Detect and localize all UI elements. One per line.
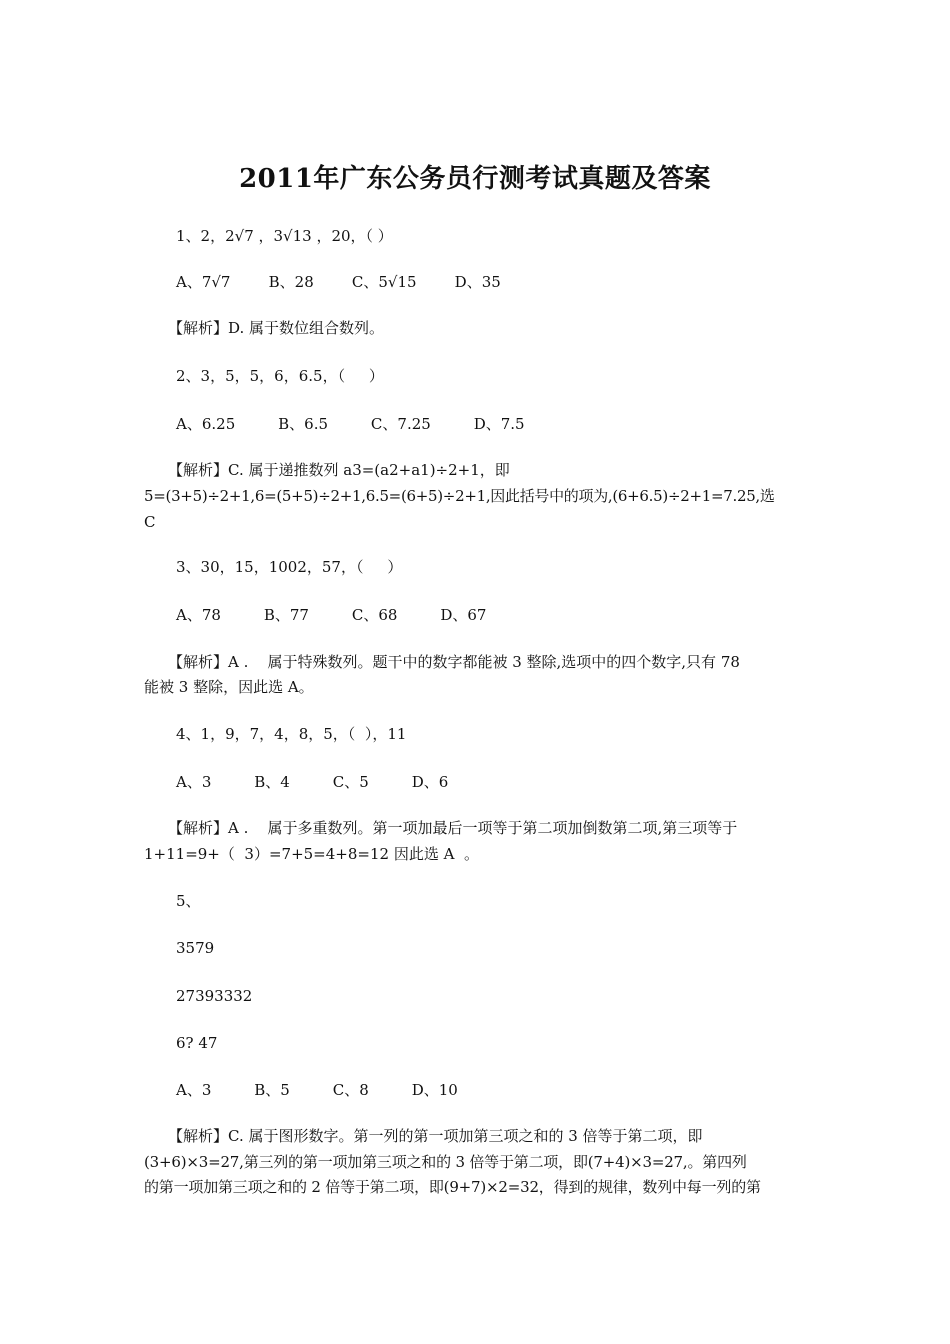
question-1-analysis: 【解析】D. 属于数位组合数列。 bbox=[168, 319, 385, 337]
question-2-options: A、6.25 B、6.5 C、7.25 D、7.5 bbox=[176, 415, 525, 433]
question-4-analysis-line-2: 1+11=9+（ 3）=7+5=4+8=12 因此选 A 。 bbox=[144, 845, 479, 863]
question-1-stem: 1、2，2√7 ，3√13 ，20，（ ） bbox=[176, 227, 393, 245]
document-title: 2011年广东公务员行测考试真题及答案 bbox=[239, 164, 711, 194]
question-3-analysis-line-2: 能被 3 整除，因此选 A。 bbox=[144, 678, 314, 696]
question-4-options: A、3 B、4 C、5 D、6 bbox=[176, 773, 449, 791]
question-3-analysis-line-1: 【解析】A . 属于特殊数列。题干中的数字都能被 3 整除,选项中的四个数字,只有 78 bbox=[168, 653, 740, 671]
question-4-analysis-line-1: 【解析】A . 属于多重数列。第一项加最后一项等于第二项加倒数第二项,第三项等于 bbox=[168, 819, 738, 837]
question-5-row-2: 27393332 bbox=[176, 987, 253, 1005]
question-5-analysis-line-1: 【解析】C. 属于图形数字。第一列的第一项加第三项之和的 3 倍等于第二项，即 bbox=[168, 1127, 703, 1145]
question-3-stem: 3、30，15，1002，57，（ ） bbox=[176, 558, 403, 576]
question-3-options: A、78 B、77 C、68 D、67 bbox=[176, 606, 487, 624]
question-2-analysis-line-1: 【解析】C. 属于递推数列 a3=(a2+a1)÷2+1，即 bbox=[168, 461, 510, 479]
question-5-analysis-line-2: (3+6)×3=27,第三列的第一项加第三项之和的 3 倍等于第二项，即(7+4)×3=27,。第四列 bbox=[144, 1153, 747, 1171]
question-5-row-3: 6? 47 bbox=[176, 1034, 218, 1052]
question-5-stem: 5、 bbox=[176, 892, 201, 910]
question-5-options: A、3 B、5 C、8 D、10 bbox=[176, 1081, 458, 1099]
question-1-options: A、7√7 B、28 C、5√15 D、35 bbox=[176, 273, 501, 291]
question-5-row-1: 3579 bbox=[176, 939, 215, 957]
question-2-analysis-line-2: 5=(3+5)÷2+1,6=(5+5)÷2+1,6.5=(6+5)÷2+1,因此括号中的项为,(6+6.5)÷2+1=7.25,选 bbox=[144, 487, 775, 505]
question-4-stem: 4、1，9，7，4，8，5，（ ），11 bbox=[176, 725, 407, 743]
question-2-analysis-line-3: C bbox=[144, 513, 156, 531]
question-5-analysis-line-3: 的第一项加第三项之和的 2 倍等于第二项，即(9+7)×2=32，得到的规律，数列中每一列的第 bbox=[144, 1178, 761, 1196]
question-2-stem: 2、3，5，5，6，6.5，（ ） bbox=[176, 367, 384, 385]
